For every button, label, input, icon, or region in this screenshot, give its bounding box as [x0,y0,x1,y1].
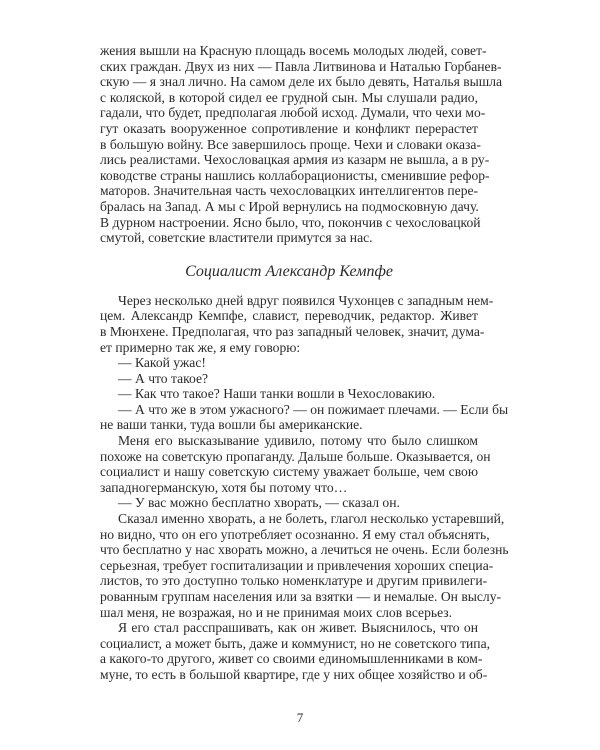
text-line: серьезная, требует госпитализации и привлечения хороших специа- [100,557,494,573]
text-line: муне, то есть в большой квартире, где у них общее хозяйство и об- [100,666,488,682]
page-number: 7 [296,710,304,725]
page-body [100,43,509,683]
text-line: похоже на советскую пропаганду. Дальше больше. Оказывается, он [100,448,491,464]
text-line: — У вас можно бесплатно хворать, — сказал он. [118,495,400,511]
text-line: социалист, а может быть, даже и коммунист, но не советского типа, [100,635,491,651]
text-line: западногерманскую, хотя бы потому что… [100,479,348,495]
text-line: а какого-то другого, живет со своими единомышленниками в ком- [100,651,483,667]
text-line: Меня его высказывание удивило, потому что было слишком [118,433,478,449]
text-line: в большую войну. Все завершилось проще. Чехи и словаки оказа- [100,136,481,152]
text-line: социалист и нашу советскую систему уважает больше, чем свою [100,464,478,480]
text-line: в Мюнхене. Предполагая, что раз западный человек, значит, дума- [100,323,485,339]
text-line: — А что такое? [118,370,209,386]
text-line: — Какой ужас! [118,355,206,371]
text-line: маторов. Значительная часть чехословацких интеллигентов пере- [100,183,479,199]
text-line: Сказал именно хворать, а не болеть, глагол несколько устаревший, [118,511,505,527]
text-line: рованным группам населения или за взятки — и немалые. Он выслу- [100,589,502,604]
text-line: гадали, что будет, предполагая любой исход. Думали, что чехи мо- [100,105,486,121]
text-line: бралась на Запад. А мы с Ирой вернулись на подмосковную дачу. [100,198,479,214]
text-line: ских граждан. Двух из них — Павла Литвинова и Наталью Горбанев- [100,58,502,74]
text-line: не ваши танки, туда вошли бы американские. [100,417,363,433]
text-line: — А что же в этом ужасного? — он пожимает плечами. — Если бы [118,401,509,417]
paragraph-1 [100,43,503,246]
paragraph-2 [100,292,509,683]
text-line: ет примерно так же, я ему говорю: [100,339,301,355]
text-line: гут оказать вооруженное сопротивление и конфликт перерастет [100,120,478,136]
text-line: Я его стал расспрашивать, как он живет. Выяснилось, что он [118,620,478,636]
text-line: но видно, что он его употребляет осознанно. Я ему стал объяснять, [100,526,490,542]
text-line: В дурном настроении. Ясно было, что, покончив с чехословацкой [100,214,481,230]
section-heading: Социалист Александр Кемпфе [185,262,393,280]
text-line: с коляской, в которой сидел ее грудной сын. Мы слушали радио, [100,89,478,105]
text-line: скую — я знал лично. На самом деле их было девять, Наталья вышла [100,74,503,90]
text-line: смутой, советские властители примутся за нас. [100,230,373,246]
text-line: листов, то это доступно только номенклатуре и другим привилеги- [100,573,488,589]
text-line: цем. Александр Кемпфе, славист, переводчик, редактор. Живет [100,308,478,324]
text-line: жения вышли на Красную площадь восемь молодых людей, совет- [100,43,487,58]
text-line: что бесплатно у нас хворать можно, а лечиться не очень. Если болезнь [100,542,509,558]
text-line: лись реалистами. Чехословацкая армия из казарм не вышла, а в ру- [100,152,490,168]
text-line: Через несколько дней вдруг появился Чухонцев с западным нем- [118,292,494,308]
text-line: — Как что такое? Наши танки вошли в Чехословакию. [118,386,436,402]
text-line: шал меня, не возражая, но и не принимая моих слов всерьез. [100,604,453,620]
text-line: ководстве страны нашлись коллаборационисты, сменившие рефор- [100,167,490,183]
